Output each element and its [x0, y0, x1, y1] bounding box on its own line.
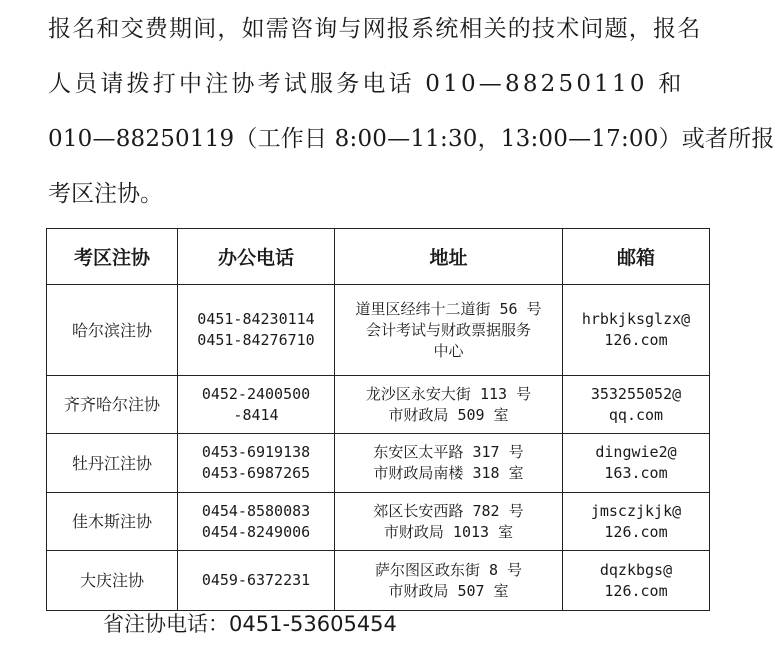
- email-user: jmsczjkjk@: [590, 501, 682, 520]
- association-name: 哈尔滨注协: [47, 285, 178, 376]
- paragraph-line: 报名和交费期间，如需咨询与网报系统相关的技术问题，报名: [48, 16, 702, 42]
- email-user: dqzkbgs@: [599, 560, 673, 579]
- phone-extension: -8414: [233, 405, 279, 424]
- office-phone-cell: [178, 493, 335, 551]
- table-row: [47, 285, 710, 376]
- header-office-phone: 办公电话: [178, 229, 335, 285]
- email-cell: [563, 493, 710, 551]
- header-association: 考区注协: [47, 229, 178, 285]
- table-row: [47, 376, 710, 434]
- address-cell: [335, 551, 563, 611]
- email-cell: [563, 376, 710, 434]
- notice-paragraph: [48, 2, 775, 222]
- association-name: 佳木斯注协: [47, 493, 178, 551]
- office-phone-cell: [178, 285, 335, 376]
- address-line: 会计考试与财政票据服务: [365, 320, 531, 339]
- email-domain: 126.com: [604, 331, 668, 349]
- office-phone-cell: [178, 434, 335, 493]
- address-cell: [335, 285, 563, 376]
- email-cell: [563, 551, 710, 611]
- office-phone-cell: [178, 551, 335, 611]
- email-domain: 126.com: [604, 581, 668, 600]
- phone-number: 0454-8249006: [201, 522, 311, 541]
- address-line: 龙沙区永安大街 113 号: [365, 384, 532, 403]
- email-domain: 126.com: [604, 522, 668, 541]
- email-domain: 163.com: [604, 464, 668, 482]
- address-line: 郊区长安西路 782 号: [373, 501, 524, 520]
- paragraph-line: 010—88250119（工作日 8:00—11:30，13:00—17:00）或者所报: [48, 126, 775, 152]
- email-user: hrbkjksglzx@: [581, 310, 691, 328]
- association-name: 大庆注协: [47, 551, 178, 611]
- email-domain: qq.com: [608, 405, 664, 424]
- address-line: 市财政局 1013 室: [383, 522, 514, 541]
- header-address: 地址: [335, 229, 563, 285]
- phone-number: 0453-6987265: [201, 464, 311, 482]
- phone-number: 0454-8580083: [201, 501, 311, 520]
- table-row: [47, 434, 710, 493]
- address-line: 道里区经纬十二道街 56 号: [355, 299, 542, 318]
- phone-number: 0451-84230114: [197, 310, 315, 328]
- table-row: [47, 493, 710, 551]
- table-row: [47, 551, 710, 611]
- address-line: 市财政局 507 室: [388, 581, 509, 600]
- phone-number: 0452-2400500: [201, 384, 311, 403]
- association-name: 牡丹江注协: [47, 434, 178, 493]
- office-phone-cell: [178, 376, 335, 434]
- address-line: 中心: [433, 341, 464, 360]
- association-contact-table: [46, 228, 710, 611]
- provincial-phone-note: 省注协电话：0451-53605454: [103, 612, 397, 636]
- header-email: 邮箱: [563, 229, 710, 285]
- email-cell: [563, 285, 710, 376]
- paragraph-line: 人员请拨打中注协考试服务电话 010—88250110 和: [48, 71, 685, 97]
- phone-number: 0459-6372231: [201, 571, 311, 589]
- phone-number: 0453-6919138: [201, 443, 311, 461]
- email-user: dingwie2@: [595, 443, 677, 461]
- address-cell: [335, 434, 563, 493]
- address-line: 萨尔图区政东街 8 号: [374, 560, 523, 579]
- address-line: 市财政局南楼 318 室: [373, 464, 524, 482]
- address-cell: [335, 493, 563, 551]
- address-line: 东安区太平路 317 号: [373, 443, 524, 461]
- paragraph-line: 考区注协。: [48, 181, 163, 207]
- phone-number: 0451-84276710: [197, 331, 315, 349]
- address-cell: [335, 376, 563, 434]
- email-cell: [563, 434, 710, 493]
- table-header-row: [47, 229, 710, 285]
- email-user: 353255052@: [590, 384, 682, 403]
- address-line: 市财政局 509 室: [388, 405, 509, 424]
- association-name: 齐齐哈尔注协: [47, 376, 178, 434]
